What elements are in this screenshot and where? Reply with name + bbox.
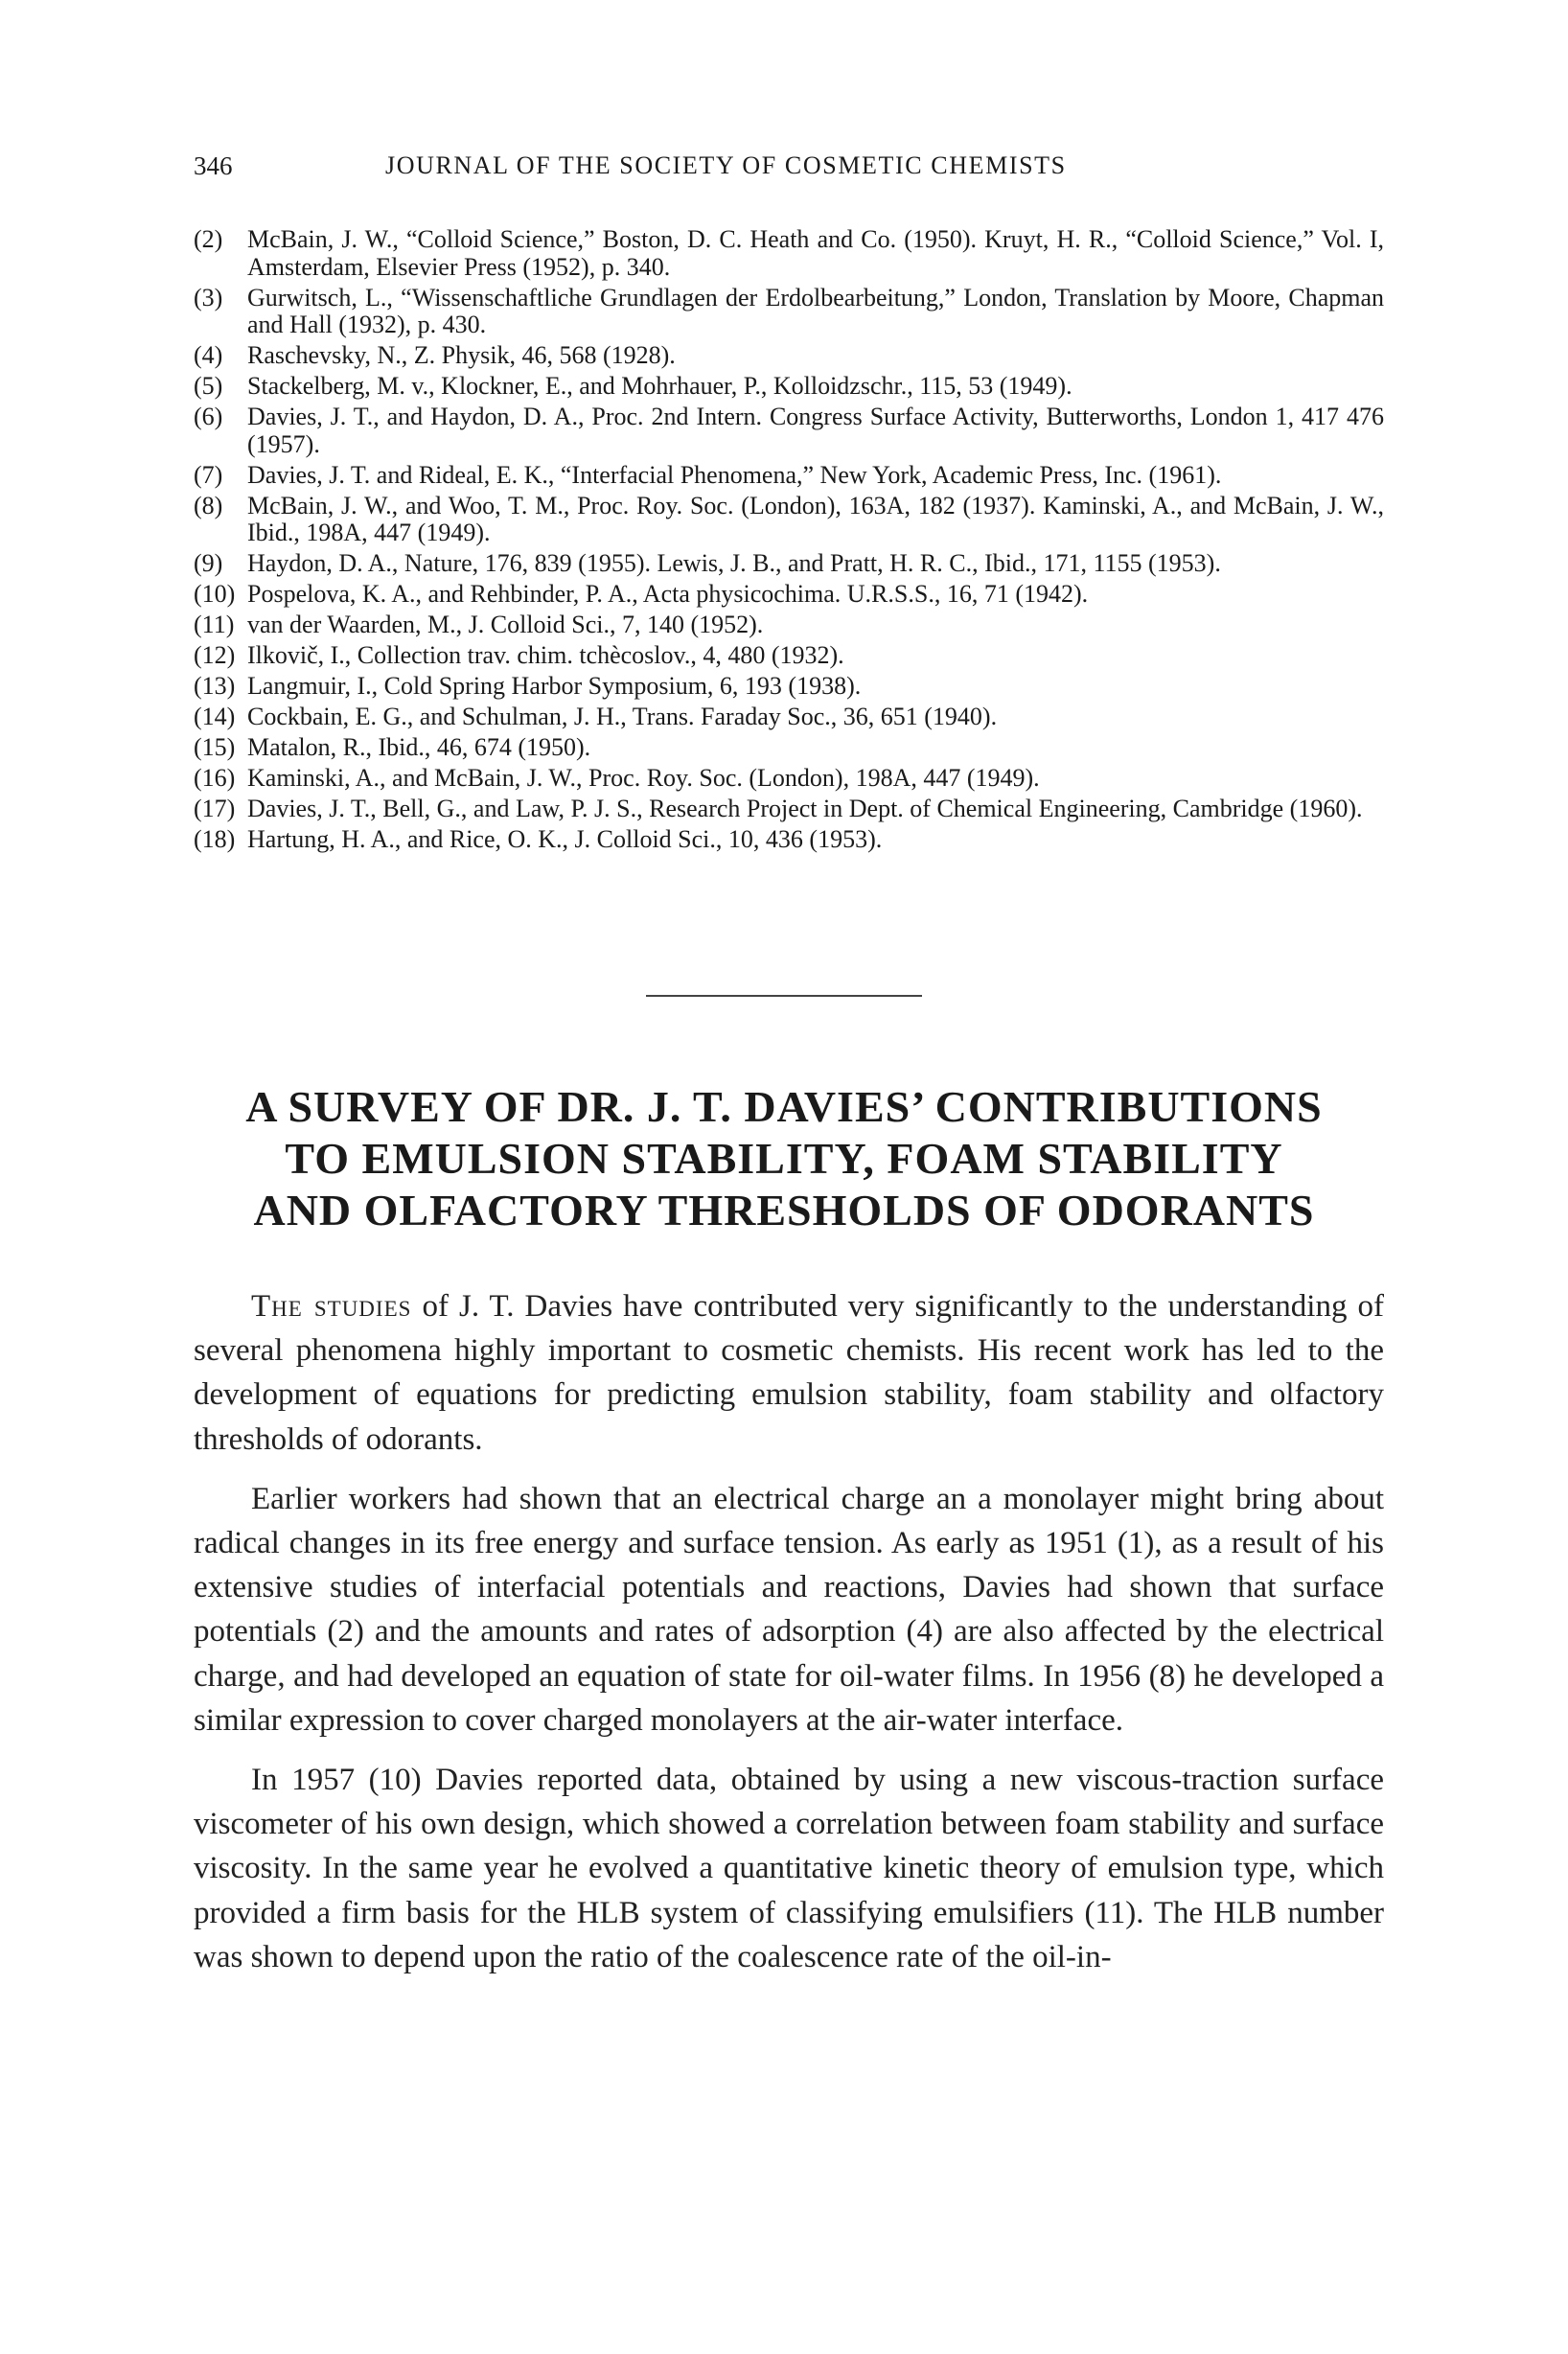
- reference-number: (15): [194, 733, 236, 761]
- section-divider: [646, 995, 922, 997]
- paragraph-text: In 1957 (10) Davies reported data, obtained by using a new viscous-traction surface viscometer of his own design, which showed a correlation between foam stability and surface viscosity. In the same year he evolved a quantitative kinetic theory of emulsion type, which provided a firm basis for the HLB system of classifying emulsifiers (11). The HLB number was shown to depend upon the ratio of the coalescence rate of the oil-in-: [194, 1763, 1384, 1974]
- reference-text: Hartung, H. A., and Rice, O. K., J. Colloid Sci., 10, 436 (1953).: [247, 825, 883, 853]
- reference-text: Haydon, D. A., Nature, 176, 839 (1955). Lewis, J. B., and Pratt, H. R. C., Ibid., 171, 1155 (1953).: [247, 549, 1221, 577]
- reference-number: (16): [194, 764, 236, 792]
- reference-item: [194, 226, 1384, 281]
- paragraph-text: of J. T. Davies have contributed very significantly to the understanding of several phenomena highly important to cosmetic chemists. His recent work has led to the development of equations for predicting emulsion stability, foam stability and olfactory thresholds of odorants.: [194, 1289, 1384, 1457]
- reference-text: Stackelberg, M. v., Klockner, E., and Mohrhauer, P., Kolloidzschr., 115, 53 (1949).: [247, 372, 1072, 400]
- reference-item: [194, 404, 1384, 458]
- body-paragraph: [194, 1477, 1384, 1742]
- body-paragraph: [194, 1758, 1384, 1979]
- body-paragraph: [194, 1284, 1384, 1462]
- reference-text: Raschevsky, N., Z. Physik, 46, 568 (1928).: [247, 341, 676, 369]
- reference-item: [194, 734, 1384, 762]
- reference-item: [194, 642, 1384, 670]
- reference-list: [194, 226, 1384, 857]
- reference-number: (5): [194, 372, 223, 400]
- reference-item: [194, 796, 1384, 823]
- reference-item: [194, 373, 1384, 401]
- reference-item: [194, 704, 1384, 731]
- page-header: [194, 151, 1384, 194]
- reference-item: [194, 612, 1384, 639]
- reference-number: (9): [194, 549, 223, 577]
- reference-text: Ilkovič, I., Collection trav. chim. tchècoslov., 4, 480 (1932).: [247, 641, 844, 669]
- reference-item: [194, 285, 1384, 339]
- reference-number: (13): [194, 672, 236, 700]
- reference-item: [194, 765, 1384, 793]
- page-number: 346: [194, 151, 233, 180]
- article-title: [134, 1081, 1434, 1236]
- article-body: [194, 1284, 1384, 1995]
- reference-number: (12): [194, 641, 236, 669]
- reference-item: [194, 493, 1384, 547]
- reference-item: [194, 550, 1384, 578]
- reference-text: Davies, J. T. and Rideal, E. K., “Interfacial Phenomena,” New York, Academic Press, Inc. (1961).: [247, 460, 1222, 489]
- reference-text: Kaminski, A., and McBain, J. W., Proc. Roy. Soc. (London), 198A, 447 (1949).: [247, 764, 1040, 792]
- reference-number: (14): [194, 703, 236, 730]
- journal-title: JOURNAL OF THE SOCIETY OF COSMETIC CHEMISTS: [385, 151, 1067, 179]
- reference-text: Cockbain, E. G., and Schulman, J. H., Trans. Faraday Soc., 36, 651 (1940).: [247, 703, 998, 730]
- title-line: AND OLFACTORY THRESHOLDS OF ODORANTS: [253, 1186, 1315, 1235]
- title-line: TO EMULSION STABILITY, FOAM STABILITY: [285, 1134, 1283, 1183]
- paragraph-text: Earlier workers had shown that an electrical charge an a monolayer might bring about radical changes in its free energy and surface tension. As early as 1951 (1), as a result of his extensive studies of interfacial potentials and reactions, Davies had shown that surface potentials (2) and the amounts and rates of adsorption (4) are also affected by the electrical charge, and had developed an equation of state for oil-water films. In 1956 (8) he developed a similar expression to cover charged monolayers at the air-water interface.: [194, 1481, 1384, 1738]
- reference-text: Davies, J. T., and Haydon, D. A., Proc. 2nd Intern. Congress Surface Activity, Butterworths, London 1, 417 476 (1957).: [247, 403, 1384, 458]
- reference-number: (6): [194, 403, 223, 430]
- reference-number: (3): [194, 283, 223, 312]
- reference-number: (8): [194, 491, 223, 519]
- reference-number: (2): [194, 225, 223, 253]
- reference-text: Gurwitsch, L., “Wissenschaftliche Grundlagen der Erdolbearbeitung,” London, Translation by Moore, Chapman and Hall (1932), p. 430.: [247, 283, 1384, 338]
- reference-item: [194, 342, 1384, 370]
- lead-in-smallcaps: The studies: [251, 1289, 412, 1324]
- reference-text: van der Waarden, M., J. Colloid Sci., 7, 140 (1952).: [247, 611, 764, 638]
- reference-item: [194, 581, 1384, 609]
- reference-text: Langmuir, I., Cold Spring Harbor Symposium, 6, 193 (1938).: [247, 672, 862, 700]
- reference-text: Matalon, R., Ibid., 46, 674 (1950).: [247, 733, 591, 761]
- reference-number: (7): [194, 460, 223, 489]
- reference-number: (4): [194, 341, 223, 369]
- reference-number: (18): [194, 825, 236, 853]
- title-line: A SURVEY OF DR. J. T. DAVIES’ CONTRIBUTIONS: [245, 1082, 1323, 1131]
- reference-text: Pospelova, K. A., and Rehbinder, P. A., Acta physicochima. U.R.S.S., 16, 71 (1942).: [247, 580, 1089, 608]
- reference-item: [194, 826, 1384, 854]
- reference-text: McBain, J. W., and Woo, T. M., Proc. Roy. Soc. (London), 163A, 182 (1937). Kaminski, A., and McBain, J. W., Ibid., 198A, 447 (1949).: [247, 491, 1384, 546]
- reference-number: (10): [194, 580, 236, 608]
- reference-number: (17): [194, 795, 236, 822]
- reference-number: (11): [194, 611, 235, 638]
- reference-item: [194, 673, 1384, 701]
- reference-text: Davies, J. T., Bell, G., and Law, P. J. S., Research Project in Dept. of Chemical Engineering, Cambridge (1960).: [247, 795, 1363, 822]
- reference-text: McBain, J. W., “Colloid Science,” Boston, D. C. Heath and Co. (1950). Kruyt, H. R., “Colloid Science,” Vol. I, Amsterdam, Elsevier Press (1952), p. 340.: [247, 225, 1384, 281]
- reference-item: [194, 462, 1384, 490]
